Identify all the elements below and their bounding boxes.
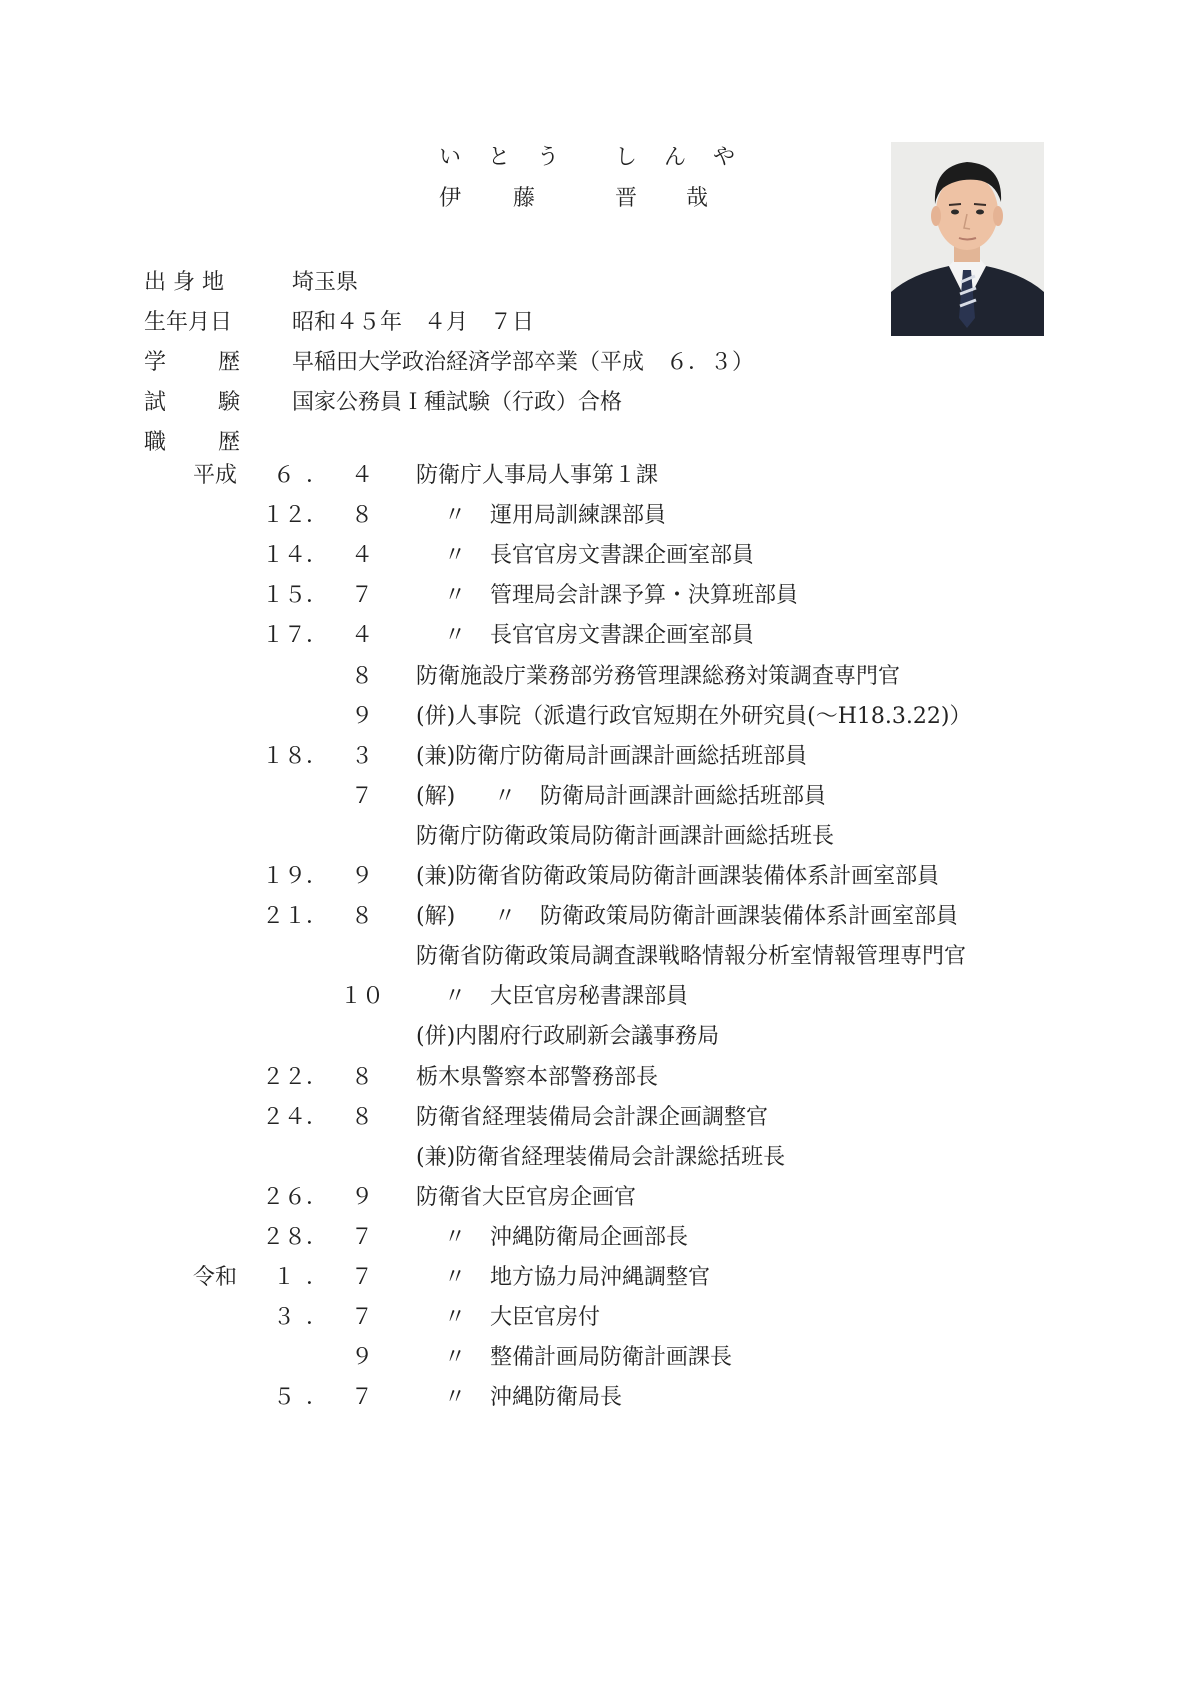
career-position: (併)内閣府行政刷新会議事務局 <box>416 1024 720 1049</box>
career-position: (併)人事院（派遣行政官短期在外研究員(〜H18.3.22)） <box>416 704 972 729</box>
career-month: ７ <box>350 784 373 809</box>
portrait-illustration <box>891 142 1044 336</box>
career-row <box>0 540 1190 572</box>
career-year: １２ <box>262 503 307 528</box>
career-month: ３ <box>350 744 373 769</box>
career-position: 管理局会計課予算・決算班部員 <box>490 583 799 608</box>
career-row <box>0 1262 1190 1294</box>
exam-label-1: 試 <box>144 390 167 415</box>
career-dot: ． <box>306 503 329 528</box>
career-label-2: 歴 <box>218 430 241 455</box>
career-dot: ． <box>306 864 329 889</box>
career-year: ６ <box>272 463 295 488</box>
career-ditto-mark: 〃 <box>444 1225 467 1250</box>
birthdate-label: 生年月日 <box>144 310 233 335</box>
career-month: ８ <box>350 1105 373 1130</box>
career-month: ９ <box>350 864 373 889</box>
birthplace-value: 埼玉県 <box>292 270 359 295</box>
career-row <box>0 781 1190 813</box>
career-ditto-mark: 〃 <box>444 1345 467 1370</box>
career-year: ２１ <box>262 904 307 929</box>
career-label-1: 職 <box>144 430 167 455</box>
career-position: 防衛政策局防衛計画課装備体系計画室部員 <box>540 904 959 929</box>
career-year: １４ <box>262 543 307 568</box>
career-row <box>0 901 1190 933</box>
career-position: 栃木県警察本部警務部長 <box>416 1065 659 1090</box>
career-year: １９ <box>262 864 307 889</box>
career-position: 防衛省防衛政策局調査課戦略情報分析室情報管理専門官 <box>416 944 967 969</box>
career-month: ９ <box>350 1345 373 1370</box>
career-era: 平成 <box>193 463 238 488</box>
career-ditto-mark: 〃 <box>444 543 467 568</box>
career-row <box>0 460 1190 492</box>
career-year: ２４ <box>262 1105 307 1130</box>
career-dot: ． <box>306 623 329 648</box>
career-dot: ． <box>306 1225 329 1250</box>
name-given-char-1: 晋 <box>615 186 638 211</box>
career-position: (兼)防衛庁防衛局計画課計画総括班部員 <box>416 744 808 769</box>
career-row <box>0 1102 1190 1134</box>
career-row <box>0 941 1190 973</box>
career-row <box>0 1222 1190 1254</box>
career-position: 防衛省大臣官房企画官 <box>416 1185 637 1210</box>
career-position: 地方協力局沖縄調整官 <box>490 1265 711 1290</box>
career-dot: ． <box>306 1065 329 1090</box>
career-year: １７ <box>262 623 307 648</box>
career-dot: ． <box>306 744 329 769</box>
career-position: 整備計画局防衛計画課長 <box>490 1345 733 1370</box>
career-month: ８ <box>350 664 373 689</box>
career-dot: ． <box>306 583 329 608</box>
career-dot: ． <box>306 1265 329 1290</box>
career-row <box>0 821 1190 853</box>
furigana-given: し ん や <box>615 145 745 170</box>
career-era: 令和 <box>193 1265 238 1290</box>
career-ditto-mark: 〃 <box>444 623 467 648</box>
name-given-char-2: 哉 <box>686 186 709 211</box>
career-year: ５ <box>272 1385 295 1410</box>
career-month: ９ <box>350 1185 373 1210</box>
career-dot: ． <box>306 1185 329 1210</box>
career-month: ８ <box>350 503 373 528</box>
career-position: (兼)防衛省防衛政策局防衛計画課装備体系計画室部員 <box>416 864 940 889</box>
career-ditto-mark: 〃 <box>444 503 467 528</box>
career-ditto-mark: 〃 <box>494 784 517 809</box>
career-position: 大臣官房付 <box>490 1305 601 1330</box>
career-row <box>0 620 1190 652</box>
career-position: 防衛局計画課計画総括班部員 <box>540 784 827 809</box>
career-position: (兼)防衛省経理装備局会計課総括班長 <box>416 1145 786 1170</box>
name-surname-char-2: 藤 <box>513 186 536 211</box>
career-year: ２８ <box>262 1225 307 1250</box>
career-month: ８ <box>350 1065 373 1090</box>
career-row <box>0 1302 1190 1334</box>
career-month: ７ <box>350 1385 373 1410</box>
career-year: ３ <box>272 1305 295 1330</box>
portrait-photo <box>891 142 1044 336</box>
career-dot: ． <box>306 1105 329 1130</box>
career-year: １５ <box>262 583 307 608</box>
career-position: 大臣官房秘書課部員 <box>490 984 689 1009</box>
career-position: 長官官房文書課企画室部員 <box>490 543 755 568</box>
birthplace-label: 出 身 地 <box>144 270 224 295</box>
career-dot: ． <box>306 463 329 488</box>
career-month: １０ <box>339 984 384 1009</box>
career-row <box>0 1342 1190 1374</box>
education-label-1: 学 <box>144 350 167 375</box>
career-row <box>0 1021 1190 1053</box>
career-row <box>0 741 1190 773</box>
career-month: ９ <box>350 704 373 729</box>
career-ditto-mark: 〃 <box>444 1385 467 1410</box>
career-prefix: (解) <box>416 784 456 809</box>
career-row <box>0 1182 1190 1214</box>
career-month: ７ <box>350 1225 373 1250</box>
education-value: 早稲田大学政治経済学部卒業（平成 ６．３） <box>292 350 755 375</box>
career-prefix: (解) <box>416 904 456 929</box>
career-row <box>0 701 1190 733</box>
career-position: 沖縄防衛局企画部長 <box>490 1225 689 1250</box>
career-month: ４ <box>350 543 373 568</box>
career-row <box>0 981 1190 1013</box>
career-month: ４ <box>350 623 373 648</box>
career-month: ７ <box>350 583 373 608</box>
exam-label-2: 験 <box>218 390 241 415</box>
birthdate-value: 昭和４５年 ４月 ７日 <box>292 310 535 335</box>
career-position: 防衛省経理装備局会計課企画調整官 <box>416 1105 769 1130</box>
career-row <box>0 1062 1190 1094</box>
career-year: １ <box>272 1265 295 1290</box>
name-surname-char-1: 伊 <box>439 186 462 211</box>
career-ditto-mark: 〃 <box>444 583 467 608</box>
furigana-surname: い と う <box>439 145 569 170</box>
career-year: １８ <box>262 744 307 769</box>
career-dot: ． <box>306 543 329 568</box>
career-ditto-mark: 〃 <box>494 904 517 929</box>
career-month: ７ <box>350 1265 373 1290</box>
exam-value: 国家公務員Ｉ種試験（行政）合格 <box>292 390 623 415</box>
career-position: 運用局訓練課部員 <box>490 503 667 528</box>
career-month: ４ <box>350 463 373 488</box>
career-year: ２２ <box>262 1065 307 1090</box>
career-ditto-mark: 〃 <box>444 984 467 1009</box>
career-position: 防衛庁人事局人事第１課 <box>416 463 659 488</box>
career-row <box>0 580 1190 612</box>
education-label-2: 歴 <box>218 350 241 375</box>
career-dot: ． <box>306 1385 329 1410</box>
career-position: 長官官房文書課企画室部員 <box>490 623 755 648</box>
career-position: 防衛庁防衛政策局防衛計画課計画総括班長 <box>416 824 835 849</box>
career-year: ２６ <box>262 1185 307 1210</box>
career-position: 沖縄防衛局長 <box>490 1385 623 1410</box>
career-dot: ． <box>306 904 329 929</box>
career-ditto-mark: 〃 <box>444 1265 467 1290</box>
career-ditto-mark: 〃 <box>444 1305 467 1330</box>
career-row <box>0 1382 1190 1414</box>
career-row <box>0 661 1190 693</box>
career-month: ７ <box>350 1305 373 1330</box>
career-position: 防衛施設庁業務部労務管理課総務対策調査専門官 <box>416 664 901 689</box>
career-row <box>0 500 1190 532</box>
career-row <box>0 1142 1190 1174</box>
career-month: ８ <box>350 904 373 929</box>
career-row <box>0 861 1190 893</box>
career-dot: ． <box>306 1305 329 1330</box>
